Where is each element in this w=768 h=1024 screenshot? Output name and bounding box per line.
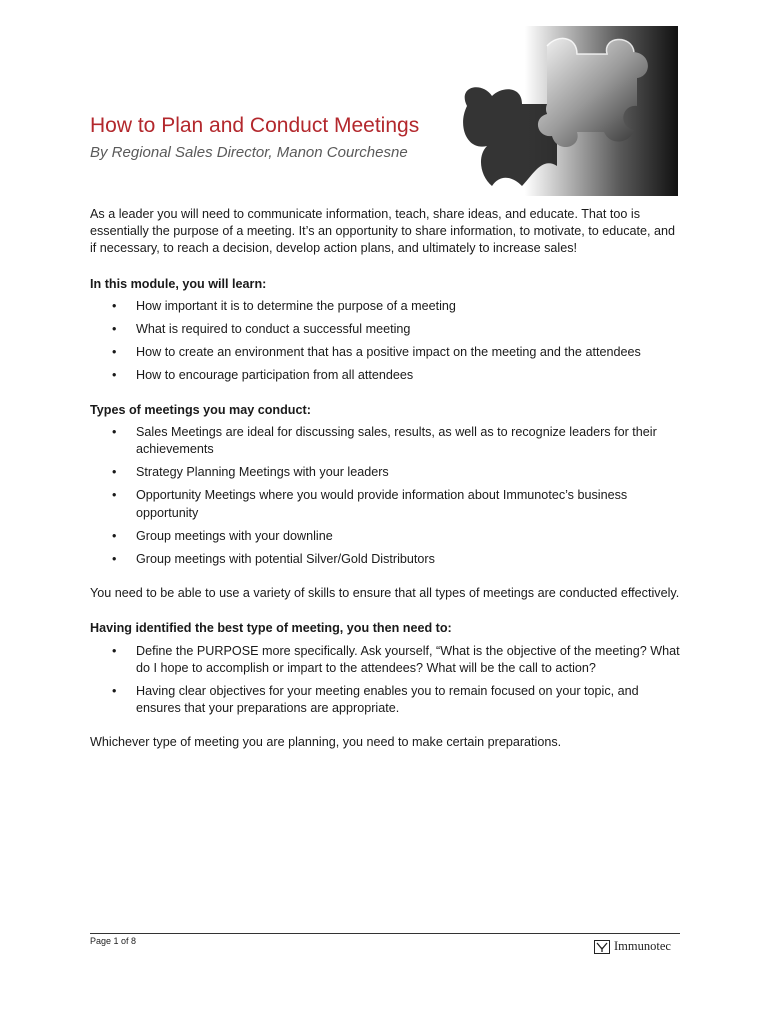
bullet-icon: • xyxy=(112,643,117,658)
list-item xyxy=(90,683,680,717)
list-item-text: Define the PURPOSE more specifically. Ask yourself, “What is the objective of the meeting? What do I hope to accomplish or impart to the attendees? What will be the call to action? xyxy=(136,643,680,675)
list-item-text: How important it is to determine the purpose of a meeting xyxy=(136,298,456,313)
list-item-text: How to create an environment that has a positive impact on the meeting and the attendees xyxy=(136,345,641,360)
learn-heading: In this module, you will learn: xyxy=(90,276,267,291)
skills-paragraph: You need to be able to use a variety of skills to ensure that all types of meetings are conducted effectively. xyxy=(90,586,680,601)
immunotec-logo-icon xyxy=(594,940,610,954)
bullet-icon: • xyxy=(112,322,117,337)
bullet-icon: • xyxy=(112,465,117,480)
list-item xyxy=(90,298,680,315)
footer-divider xyxy=(90,933,680,934)
list-item-text: Opportunity Meetings where you would provide information about Immunotec’s business opportunity xyxy=(136,488,628,520)
puzzle-pieces-icon xyxy=(372,26,678,196)
intro-paragraph: As a leader you will need to communicate information, teach, share ideas, and educate. That too is essentially the purpose of a meeting. It’s an opportunity to share information, to motivate, to educate, and if necessary, to reach a decision, develop action plans, and ultimately to increase sales! xyxy=(90,207,676,256)
bullet-icon: • xyxy=(112,345,117,360)
bullet-icon: • xyxy=(112,552,117,567)
list-item xyxy=(90,464,680,481)
list-item xyxy=(90,643,680,677)
closing-paragraph: Whichever type of meeting you are planning, you need to make certain preparations. xyxy=(90,735,562,750)
list-item-text: What is required to conduct a successful meeting xyxy=(136,322,411,337)
list-item-text: How to encourage participation from all attendees xyxy=(136,368,414,383)
page-number: Page 1 of 8 xyxy=(90,936,137,946)
document-body xyxy=(90,206,680,770)
bullet-icon: • xyxy=(112,298,117,313)
brand-name: Immunotec xyxy=(614,939,671,953)
types-list xyxy=(90,424,680,568)
document-title: How to Plan and Conduct Meetings xyxy=(90,114,420,137)
list-item-text: Group meetings with potential Silver/Gold Distributors xyxy=(136,552,435,567)
list-item-text: Having clear objectives for your meeting enables you to remain focused on your topic, and ensures that your preparations are appropriate. xyxy=(136,684,639,716)
list-item-text: Strategy Planning Meetings with your leaders xyxy=(136,465,389,480)
next-steps-heading: Having identified the best type of meeting, you then need to: xyxy=(90,621,452,636)
list-item xyxy=(90,344,680,361)
bullet-icon: • xyxy=(112,368,117,383)
bullet-icon: • xyxy=(112,528,117,543)
types-heading: Types of meetings you may conduct: xyxy=(90,402,311,417)
list-item-text: Group meetings with your downline xyxy=(136,528,333,543)
next-steps-list xyxy=(90,643,680,718)
list-item xyxy=(90,367,680,384)
document-subtitle: By Regional Sales Director, Manon Courchesne xyxy=(90,144,408,161)
list-item xyxy=(90,551,680,568)
bullet-icon: • xyxy=(112,488,117,503)
list-item xyxy=(90,321,680,338)
footer-brand xyxy=(594,939,671,954)
list-item xyxy=(90,487,680,521)
learn-list xyxy=(90,298,680,385)
bullet-icon: • xyxy=(112,684,117,699)
bullet-icon: • xyxy=(112,424,117,439)
list-item xyxy=(90,528,680,545)
list-item xyxy=(90,424,680,458)
list-item-text: Sales Meetings are ideal for discussing sales, results, as well as to recognize leaders for their achievements xyxy=(136,424,657,457)
